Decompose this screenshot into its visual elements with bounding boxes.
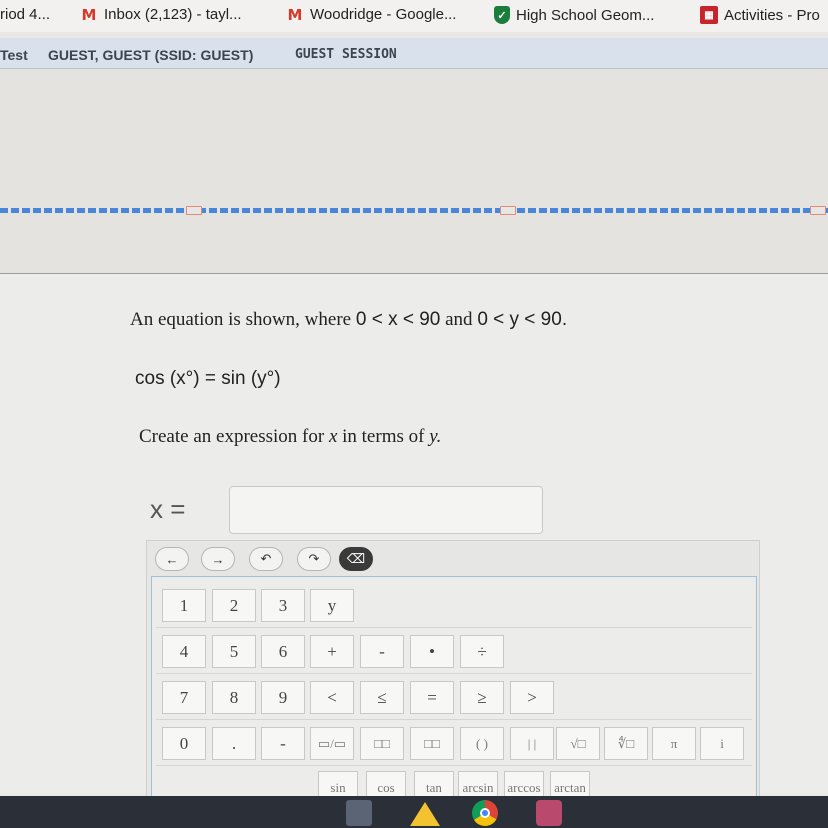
- key-decimal[interactable]: .: [212, 727, 256, 760]
- key-negative[interactable]: -: [261, 727, 305, 760]
- key-7[interactable]: 7: [162, 681, 206, 714]
- key-arccos[interactable]: arccos: [504, 771, 544, 804]
- key-i[interactable]: i: [700, 727, 744, 760]
- activities-icon: ▦: [700, 6, 718, 24]
- stem-and: and: [445, 309, 473, 330]
- bookmarks-bar: [0, 0, 828, 32]
- key-absolute-value[interactable]: | |: [510, 727, 554, 760]
- key-greater-equal[interactable]: ≥: [460, 681, 504, 714]
- key-y[interactable]: y: [310, 589, 354, 622]
- progress-marker[interactable]: [500, 206, 516, 215]
- bookmark-woodridge[interactable]: [286, 6, 456, 23]
- keypad-nav-row: [147, 541, 759, 575]
- bookmark-label: Activities - Pro: [724, 6, 820, 24]
- key-minus[interactable]: -: [360, 635, 404, 668]
- progress-marker[interactable]: [186, 206, 202, 215]
- key-fraction[interactable]: ▭/▭: [310, 727, 354, 760]
- student-info: GUEST, GUEST (SSID: GUEST): [48, 47, 254, 63]
- condition-y: 0 < y < 90.: [477, 309, 568, 330]
- key-parentheses[interactable]: ( ): [460, 727, 504, 760]
- key-4[interactable]: 4: [162, 635, 206, 668]
- bookmark-geometry[interactable]: [494, 6, 654, 24]
- progress-bar: [0, 208, 828, 213]
- row-divider: [156, 719, 752, 720]
- key-plus[interactable]: +: [310, 635, 354, 668]
- delete-button[interactable]: ⌫: [339, 547, 373, 571]
- test-title: Test: [0, 47, 28, 63]
- prompt-var-x: x: [328, 426, 338, 447]
- key-cos[interactable]: cos: [366, 771, 406, 804]
- gmail-icon: M: [287, 5, 303, 24]
- equation: cos (x°) = sin (y°): [135, 368, 281, 389]
- question-stem: [130, 309, 567, 331]
- key-tan[interactable]: tan: [414, 771, 454, 804]
- google-drive-icon[interactable]: [410, 802, 440, 826]
- stem-text: An equation is shown, where: [130, 309, 352, 330]
- key-8[interactable]: 8: [212, 681, 256, 714]
- key-1[interactable]: 1: [162, 589, 206, 622]
- cursor-right-button[interactable]: →: [201, 547, 235, 571]
- key-square-root[interactable]: √□: [556, 727, 600, 760]
- bookmark-inbox[interactable]: [80, 6, 242, 23]
- question-prompt: [139, 426, 441, 448]
- key-sin[interactable]: sin: [318, 771, 358, 804]
- key-3[interactable]: 3: [261, 589, 305, 622]
- key-0[interactable]: 0: [162, 727, 206, 760]
- key-equals[interactable]: =: [410, 681, 454, 714]
- progress-area: [0, 69, 828, 274]
- bookmark-label: Inbox (2,123) - tayl...: [104, 6, 242, 23]
- prompt-text: in terms of: [342, 426, 425, 447]
- row-divider: [156, 627, 752, 628]
- key-pi[interactable]: π: [652, 727, 696, 760]
- undo-button[interactable]: ↶: [249, 547, 283, 571]
- row-divider: [156, 765, 752, 766]
- row-divider: [156, 673, 752, 674]
- key-greater-than[interactable]: >: [510, 681, 554, 714]
- key-less-than[interactable]: <: [310, 681, 354, 714]
- equation-keypad: [146, 540, 760, 802]
- keypad-keys: [151, 576, 757, 803]
- prompt-text: Create an expression for: [139, 426, 325, 447]
- key-arcsin[interactable]: arcsin: [458, 771, 498, 804]
- progress-marker[interactable]: [810, 206, 826, 215]
- calculator-icon[interactable]: [346, 800, 372, 826]
- key-divide[interactable]: ÷: [460, 635, 504, 668]
- key-multiply[interactable]: •: [410, 635, 454, 668]
- bookmark-period[interactable]: [0, 6, 50, 23]
- bookmark-label: riod 4...: [0, 6, 51, 23]
- session-label: GUEST SESSION: [295, 47, 397, 62]
- chrome-icon[interactable]: [472, 800, 498, 826]
- shield-icon: ✓: [494, 6, 510, 24]
- key-less-equal[interactable]: ≤: [360, 681, 404, 714]
- taskbar: [0, 796, 828, 828]
- key-arctan[interactable]: arctan: [550, 771, 590, 804]
- key-exponent[interactable]: □□: [360, 727, 404, 760]
- key-5[interactable]: 5: [212, 635, 256, 668]
- answer-input[interactable]: [229, 486, 543, 534]
- key-2[interactable]: 2: [212, 589, 256, 622]
- gmail-icon: M: [81, 5, 97, 24]
- key-6[interactable]: 6: [261, 635, 305, 668]
- test-header: [0, 38, 828, 69]
- bookmark-activities[interactable]: [700, 6, 820, 24]
- app-icon[interactable]: [536, 800, 562, 826]
- bookmark-label: High School Geom...: [516, 6, 655, 24]
- answer-label: x =: [150, 494, 186, 524]
- key-subscript[interactable]: □□: [410, 727, 454, 760]
- bookmark-label: Woodridge - Google...: [310, 6, 457, 23]
- key-nth-root[interactable]: ∜□: [604, 727, 648, 760]
- condition-x: 0 < x < 90: [355, 309, 441, 330]
- prompt-var-y: y.: [429, 426, 442, 447]
- redo-button[interactable]: ↷: [297, 547, 331, 571]
- cursor-left-button[interactable]: ←: [155, 547, 189, 571]
- key-9[interactable]: 9: [261, 681, 305, 714]
